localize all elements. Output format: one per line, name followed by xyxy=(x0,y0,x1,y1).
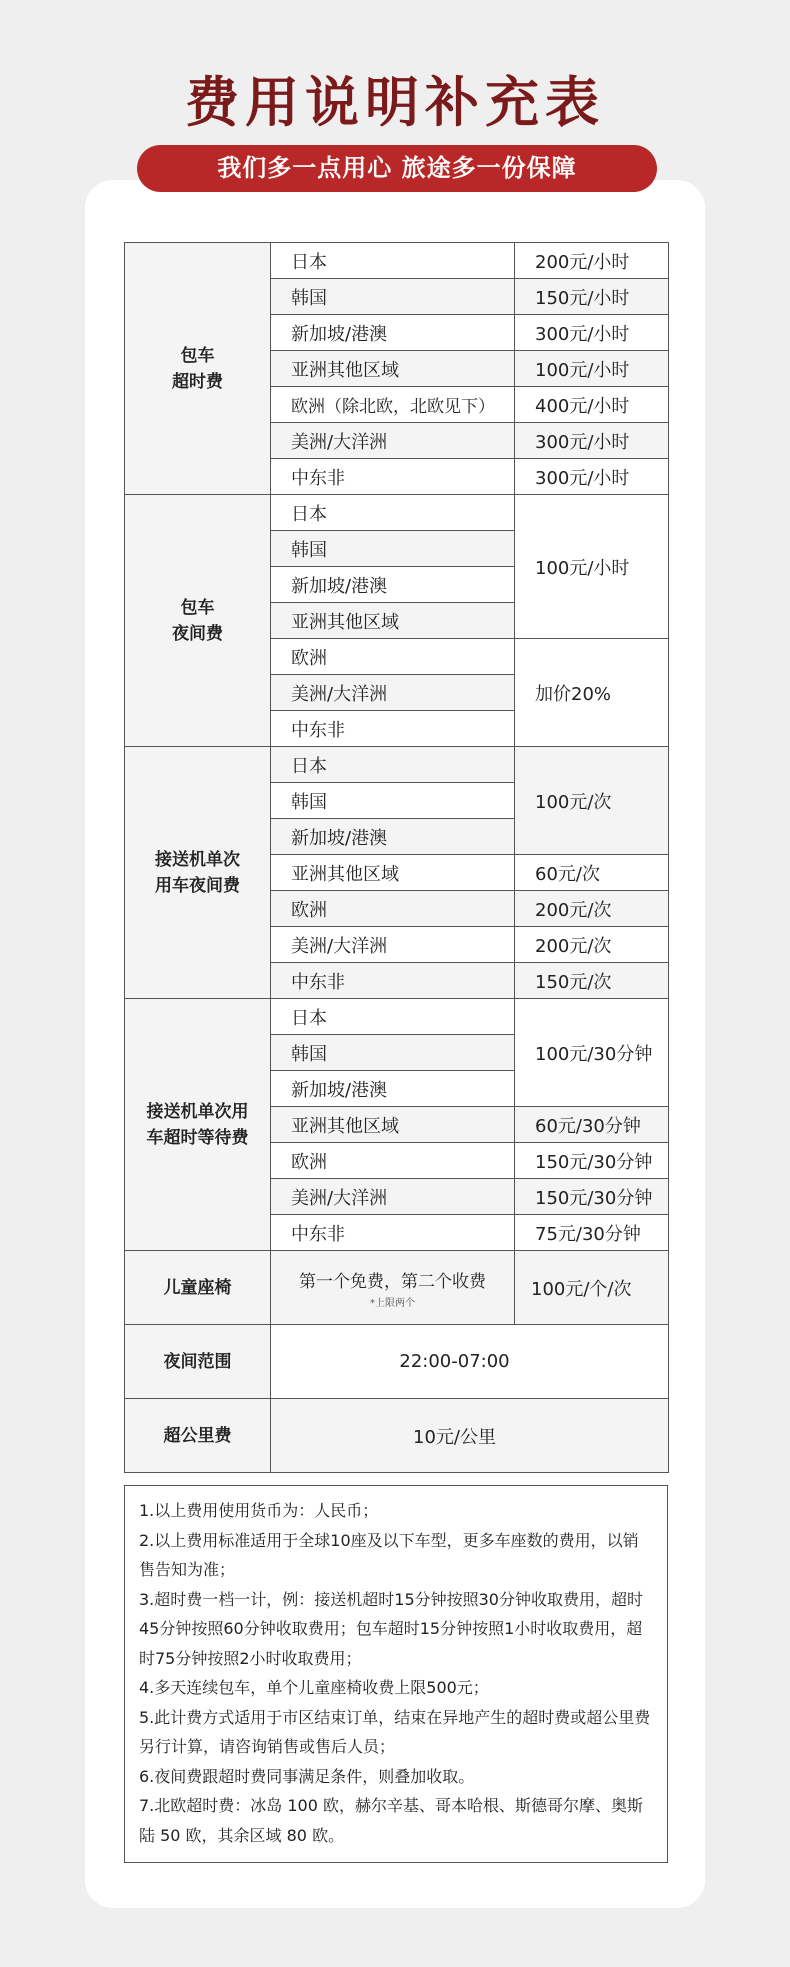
note-item: 1.以上费用使用货币为：人民币； xyxy=(139,1501,379,1520)
region-cell: 亚洲其他区域 xyxy=(271,603,515,639)
price-cell: 100元/小时 xyxy=(515,495,669,639)
region-cell: 日本 xyxy=(271,999,515,1035)
page-title: 费用说明补充表 xyxy=(185,71,605,134)
region-cell: 欧洲 xyxy=(271,1143,515,1179)
category-transfer-night: 接送机单次 用车夜间费 xyxy=(125,747,271,999)
price-cell: 100元/小时 xyxy=(515,351,669,387)
region-cell: 中东非 xyxy=(271,963,515,999)
price-cell: 300元/小时 xyxy=(515,423,669,459)
price-cell: 60元/次 xyxy=(515,855,669,891)
fee-table xyxy=(124,242,669,1473)
region-cell: 新加坡/港澳 xyxy=(271,567,515,603)
note-item: 2.以上费用标准适用于全球10座及以下车型，更多车座数的费用，以销售告知为准； xyxy=(139,1530,639,1579)
child-seat-note: *上限两个 xyxy=(370,1297,415,1309)
region-cell: 日本 xyxy=(271,495,515,531)
table-row xyxy=(125,495,669,531)
price-cell: 150元/30分钟 xyxy=(515,1179,669,1215)
region-cell: 韩国 xyxy=(271,279,515,315)
region-cell: 欧洲 xyxy=(271,891,515,927)
price-cell: 300元/小时 xyxy=(515,315,669,351)
slogan-banner: 我们多一点用心 旅途多一份保障 xyxy=(137,145,657,192)
category-transfer-wait: 接送机单次用 车超时等待费 xyxy=(125,999,271,1251)
price-cell: 150元/次 xyxy=(515,963,669,999)
child-seat-desc-cell xyxy=(271,1251,515,1325)
note-item: 5.此计费方式适用于市区结束订单，结束在异地产生的超时费或超公里费另行计算，请咨询销售或售后人员； xyxy=(139,1707,651,1756)
table-row xyxy=(125,1399,669,1473)
notes-box xyxy=(124,1485,668,1863)
region-cell: 韩国 xyxy=(271,531,515,567)
region-cell: 新加坡/港澳 xyxy=(271,315,515,351)
region-cell: 韩国 xyxy=(271,783,515,819)
price-cell: 400元/小时 xyxy=(515,387,669,423)
table-row xyxy=(125,1325,669,1399)
category-extra-km: 超公里费 xyxy=(125,1399,271,1473)
region-cell: 欧洲（除北欧，北欧见下） xyxy=(271,387,515,423)
night-range-value: 22:00-07:00 xyxy=(271,1325,669,1399)
table-row xyxy=(125,999,669,1035)
region-cell: 亚洲其他区域 xyxy=(271,351,515,387)
table-row xyxy=(125,243,669,279)
region-cell: 新加坡/港澳 xyxy=(271,819,515,855)
region-cell: 美洲/大洋洲 xyxy=(271,423,515,459)
region-cell: 美洲/大洋洲 xyxy=(271,1179,515,1215)
region-cell: 美洲/大洋洲 xyxy=(271,927,515,963)
region-cell: 日本 xyxy=(271,747,515,783)
price-cell: 200元/次 xyxy=(515,891,669,927)
child-seat-desc: 第一个免费，第二个收费 xyxy=(299,1271,486,1292)
region-cell: 新加坡/港澳 xyxy=(271,1071,515,1107)
extra-km-value: 10元/公里 xyxy=(271,1399,669,1473)
category-charter-overtime: 包车 超时费 xyxy=(125,243,271,495)
region-cell: 亚洲其他区域 xyxy=(271,855,515,891)
region-cell: 中东非 xyxy=(271,711,515,747)
price-cell: 150元/小时 xyxy=(515,279,669,315)
table-row xyxy=(125,747,669,783)
region-cell: 韩国 xyxy=(271,1035,515,1071)
table-row xyxy=(125,1251,669,1325)
region-cell: 中东非 xyxy=(271,1215,515,1251)
category-charter-night: 包车 夜间费 xyxy=(125,495,271,747)
note-item: 6.夜间费跟超时费同事满足条件，则叠加收取。 xyxy=(139,1766,475,1786)
price-cell: 100元/个/次 xyxy=(515,1251,669,1325)
category-night-range: 夜间范围 xyxy=(125,1325,271,1399)
region-cell: 日本 xyxy=(271,243,515,279)
region-cell: 中东非 xyxy=(271,459,515,495)
price-cell: 100元/30分钟 xyxy=(515,999,669,1107)
price-cell: 100元/次 xyxy=(515,747,669,855)
region-cell: 欧洲 xyxy=(271,639,515,675)
note-item: 7.北欧超时费：冰岛 100 欧，赫尔辛基、哥本哈根、斯德哥尔摩、奥斯陆 50 欧，其余区域 80 欧。 xyxy=(139,1796,643,1845)
note-item: 4.多天连续包车，单个儿童座椅收费上限500元； xyxy=(139,1678,489,1697)
price-cell: 加价20% xyxy=(515,639,669,747)
price-cell: 300元/小时 xyxy=(515,459,669,495)
price-cell: 75元/30分钟 xyxy=(515,1215,669,1251)
note-item: 3.超时费一档一计，例：接送机超时15分钟按照30分钟收取费用，超时45分钟按照60分钟收取费用；包车超时15分钟按照1小时收取费用，超时75分钟按照2小时收取费用； xyxy=(139,1589,643,1668)
region-cell: 亚洲其他区域 xyxy=(271,1107,515,1143)
region-cell: 美洲/大洋洲 xyxy=(271,675,515,711)
price-cell: 200元/小时 xyxy=(515,243,669,279)
category-child-seat: 儿童座椅 xyxy=(125,1251,271,1325)
price-cell: 200元/次 xyxy=(515,927,669,963)
price-cell: 150元/30分钟 xyxy=(515,1143,669,1179)
price-cell: 60元/30分钟 xyxy=(515,1107,669,1143)
